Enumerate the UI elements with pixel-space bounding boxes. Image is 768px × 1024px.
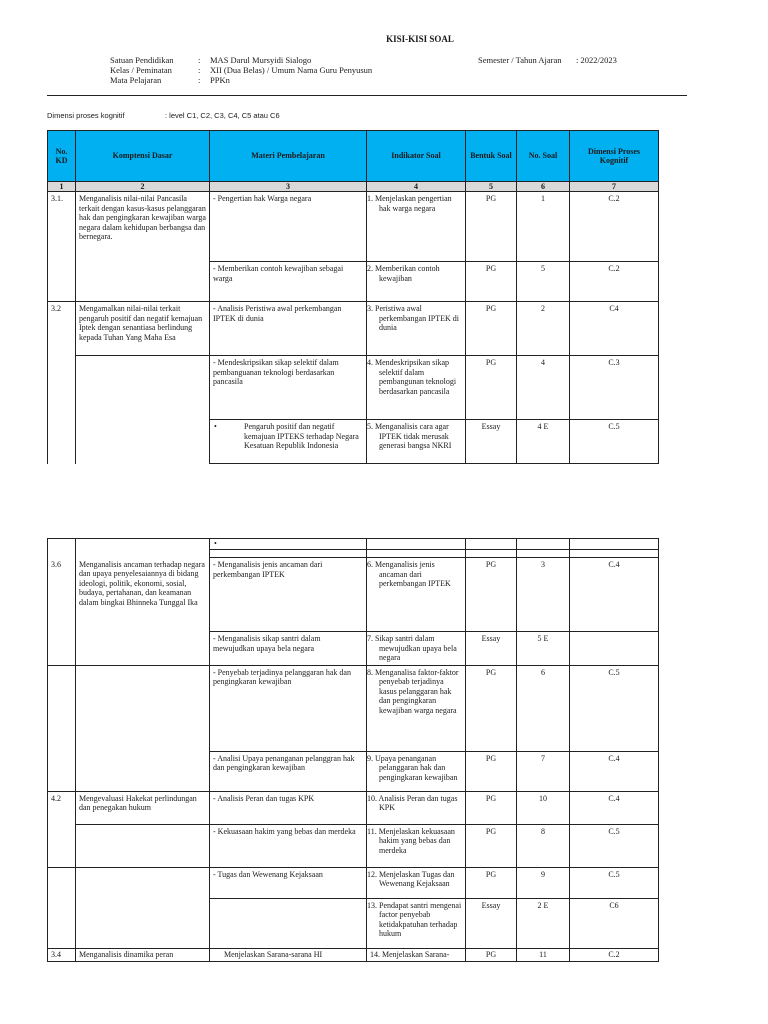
- kd-cell: 3.1.: [48, 192, 76, 262]
- table-row: [48, 791, 659, 824]
- kd-cell: 3.2: [48, 302, 76, 356]
- materi-cell: - Kekuasaan hakim yang bebas dan merdeka: [210, 824, 367, 867]
- materi-cell: - Menganalisis sikap santri dalam mewujudkan upaya bela negara: [210, 632, 367, 666]
- indikator-cell: 9. Upaya penanganan pelanggaran hak dan pengingkaran kewajiban: [367, 751, 466, 791]
- kd-cell: [48, 751, 76, 791]
- materi-cell: - Analisi Upaya penanganan pelanggran hak dan pengingkaran kewajiban: [210, 751, 367, 791]
- bentuk-cell: PG: [466, 665, 517, 751]
- no-soal-cell: 1: [517, 192, 570, 262]
- table-row: [48, 898, 659, 948]
- indikator-cell: 6. Menganalisis jenis ancaman dari perkembangan IPTEK: [367, 558, 466, 632]
- indikator-cell: 7. Sikap santri dalam mewujudkan upaya bela negara: [367, 632, 466, 666]
- semester-value: : 2022/2023: [576, 55, 617, 65]
- table-row: [48, 824, 659, 867]
- col-number: 3: [210, 182, 367, 192]
- kd-cell: 4.2: [48, 791, 76, 824]
- dimensi-cell: [570, 632, 659, 666]
- mapel-value: PPKn: [210, 75, 230, 85]
- materi-cell: - Pengertian hak Warga negara: [210, 192, 367, 262]
- dimensi-cell: C4: [570, 302, 659, 356]
- kd-cell: [48, 420, 76, 464]
- header-kompetensi: Komptensi Dasar: [76, 131, 210, 182]
- colon: :: [198, 55, 201, 65]
- col-number: 4: [367, 182, 466, 192]
- kompetensi-cell: Menganalisis ancaman terhadap negara dan upaya penyelesaiannya di bidang ideologi, politik, ekonomi, sosial, budaya, pertahanan, dan keamanan dalam bingkai Bhinneka Tunggal Ika: [76, 558, 210, 632]
- kompetensi-cell: [76, 665, 210, 751]
- table-row: [48, 192, 659, 262]
- header-materi: Materi Pembelajaran: [210, 131, 367, 182]
- bentuk-cell: PG: [466, 262, 517, 302]
- kd-cell: [48, 356, 76, 420]
- header-no-soal: No. Soal: [517, 131, 570, 182]
- indikator-cell: 13. Pendapat santri mengenai factor penyebab ketidakpatuhan terhadap hukum: [367, 898, 466, 948]
- dimensi-line: [47, 111, 280, 120]
- bentuk-cell: PG: [466, 791, 517, 824]
- table-row: [48, 632, 659, 666]
- table-row: [48, 948, 659, 961]
- indikator-cell: 11. Menjelaskan kekuasaan hakim yang bebas dan merdeka: [367, 824, 466, 867]
- table-row: [48, 867, 659, 898]
- kompetensi-cell: Menganalisis nilai-nilai Pancasila terkait dengan kasus-kasus pelanggaran hak dan pengingkaran kewajiban warga negara dalam kehidupan berbangsa dan bernegara.: [76, 192, 210, 262]
- dimensi-cell: C6: [570, 898, 659, 948]
- indikator-cell: 4. Mendeskripsikan sikap selektif dalam pembangunan teknologi berdasarkan pancasila: [367, 356, 466, 420]
- dimensi-cell: C.5: [570, 867, 659, 898]
- kompetensi-cell: Menganalisis dinamika peran: [76, 948, 210, 961]
- header-dimensi: Dimensi Proses Kognitif: [570, 131, 659, 182]
- kd-cell: [48, 665, 76, 751]
- table-row: [48, 420, 659, 464]
- no-soal-cell: 3: [517, 558, 570, 632]
- indikator-cell: 3. Peristiwa awal perkembangan IPTEK di dunia: [367, 302, 466, 356]
- dimensi-cell: C.2: [570, 948, 659, 961]
- dimensi-cell: C.2: [570, 192, 659, 262]
- mapel-label: Mata Pelajaran: [110, 75, 162, 85]
- kisi-table-page-2: [47, 538, 659, 962]
- colon: :: [198, 75, 201, 85]
- kompetensi-cell: [76, 898, 210, 948]
- no-soal-cell: 5: [517, 262, 570, 302]
- no-soal-cell: 6: [517, 665, 570, 751]
- col-number: 1: [48, 182, 76, 192]
- table-row: [48, 262, 659, 302]
- indikator-cell: 5. Menganalisis cara agar IPTEK tidak merusak generasi bangsa NKRI: [367, 420, 466, 464]
- dimensi-value: : level C1, C2, C3, C4, C5 atau C6: [165, 111, 280, 120]
- materi-cell: - Analisis Peristiwa awal perkembangan IPTEK di dunia: [210, 302, 367, 356]
- table-row: [48, 302, 659, 356]
- indikator-cell: 1. Menjelaskan pengertian hak warga negara: [367, 192, 466, 262]
- semester-block: [478, 55, 617, 65]
- col-number: 7: [570, 182, 659, 192]
- table-row: [48, 356, 659, 420]
- bentuk-cell: PG: [466, 192, 517, 262]
- no-soal-cell: 5 E: [517, 632, 570, 666]
- table-row: [48, 751, 659, 791]
- dimensi-cell: C.4: [570, 558, 659, 632]
- indikator-cell: 2. Memberikan contoh kewajiban: [367, 262, 466, 302]
- no-soal-cell: 4 E: [517, 420, 570, 464]
- empty-bullet: [210, 539, 367, 550]
- kd-cell: [48, 867, 76, 898]
- dimensi-cell: C.4: [570, 791, 659, 824]
- bentuk-cell: PG: [466, 948, 517, 961]
- kd-cell: 3.6: [48, 558, 76, 632]
- dimensi-cell: C.5: [570, 824, 659, 867]
- kd-cell: [48, 898, 76, 948]
- no-soal-cell: 7: [517, 751, 570, 791]
- kompetensi-cell: [76, 356, 210, 420]
- no-soal-cell: 2 E: [517, 898, 570, 948]
- kelas-label: Kelas / Peminatan: [110, 65, 172, 75]
- kompetensi-cell: [76, 632, 210, 666]
- kd-cell: [48, 632, 76, 666]
- indikator-cell: 8. Menganalisa faktor-faktor penyebab terjadinya kasus pelanggaran hak dan pengingkaran kewajiban warga negara: [367, 665, 466, 751]
- kompetensi-cell: Mengevaluasi Hakekat perlindungan dan penegakan hukum: [76, 791, 210, 824]
- document-title: KISI-KISI SOAL: [386, 34, 454, 44]
- materi-cell: Menjelaskan Sarana-sarana HI: [210, 948, 367, 961]
- bentuk-cell: Essay: [466, 632, 517, 666]
- table-row: [48, 665, 659, 751]
- kompetensi-cell: [76, 824, 210, 867]
- table-row: [48, 558, 659, 632]
- materi-cell: - Analisis Peran dan tugas KPK: [210, 791, 367, 824]
- indikator-cell: 14. Menjelaskan Sarana-: [367, 948, 466, 961]
- materi-cell: [210, 898, 367, 948]
- indikator-cell: 12. Menjelaskan Tugas dan Wewenang Kejaksaan: [367, 867, 466, 898]
- kompetensi-cell: [76, 867, 210, 898]
- bentuk-cell: PG: [466, 302, 517, 356]
- kd-cell: [48, 824, 76, 867]
- dimensi-label: Dimensi proses kognitif: [47, 111, 125, 120]
- dimensi-cell: C.4: [570, 751, 659, 791]
- dimensi-cell: C.3: [570, 356, 659, 420]
- col-number: 5: [466, 182, 517, 192]
- kompetensi-cell: [76, 751, 210, 791]
- bentuk-cell: PG: [466, 558, 517, 632]
- no-soal-cell: 9: [517, 867, 570, 898]
- bentuk-cell: Essay: [466, 898, 517, 948]
- bentuk-cell: PG: [466, 751, 517, 791]
- indikator-cell: 10. Analisis Peran dan tugas KPK: [367, 791, 466, 824]
- no-soal-cell: 10: [517, 791, 570, 824]
- materi-cell: - Tugas dan Wewenang Kejaksaan: [210, 867, 367, 898]
- kelas-value: XII (Dua Belas) / Umum Nama Guru Penyusun: [210, 65, 373, 75]
- kisi-table-page-1: [47, 130, 659, 464]
- dimensi-cell: C.2: [570, 262, 659, 302]
- no-soal-cell: 4: [517, 356, 570, 420]
- kompetensi-cell: [76, 420, 210, 464]
- header-indikator: Indikator Soal: [367, 131, 466, 182]
- col-number: 2: [76, 182, 210, 192]
- meta-block: [110, 55, 372, 85]
- materi-cell: - Menganalisis jenis ancaman dari perkembangan IPTEK: [210, 558, 367, 632]
- bentuk-cell: PG: [466, 356, 517, 420]
- kd-cell: [48, 262, 76, 302]
- materi-cell: - Penyebab terjadinya pelanggaran hak dan pengingkaran kewajiban: [210, 665, 367, 751]
- kompetensi-cell: [76, 262, 210, 302]
- colon: :: [198, 65, 201, 75]
- satuan-label: Satuan Pendidikan: [110, 55, 174, 65]
- satuan-value: MAS Darul Mursyidi Sialogo: [210, 55, 312, 65]
- col-number: 6: [517, 182, 570, 192]
- bentuk-cell: PG: [466, 867, 517, 898]
- semester-label: Semester / Tahun Ajaran: [478, 55, 562, 65]
- no-soal-cell: 11: [517, 948, 570, 961]
- header-bentuk: Bentuk Soal: [466, 131, 517, 182]
- kompetensi-cell: Mengamalkan nilai-nilai terkait pengaruh positif dan negatif kemajuan Iptek dengan senantiasa berlindung kepada Tuhan Yang Maha Esa: [76, 302, 210, 356]
- header-no-kd: No. KD: [48, 131, 76, 182]
- bentuk-cell: PG: [466, 824, 517, 867]
- no-soal-cell: 8: [517, 824, 570, 867]
- materi-cell: - Mendeskripsikan sikap selektif dalam pembanguanan teknologi berdasarkan pancasila: [210, 356, 367, 420]
- kd-cell: 3.4: [48, 948, 76, 961]
- header-divider: [47, 95, 687, 96]
- dimensi-cell: C.5: [570, 420, 659, 464]
- table-row: [48, 539, 659, 550]
- materi-cell: • Pengaruh positif dan negatif kemajuan IPTEKS terhadap Negara Kesatuan Republik Indonesia: [210, 420, 367, 464]
- no-soal-cell: 2: [517, 302, 570, 356]
- materi-cell: - Memberikan contoh kewajiban sebagai warga: [210, 262, 367, 302]
- dimensi-cell: C.5: [570, 665, 659, 751]
- bentuk-cell: Essay: [466, 420, 517, 464]
